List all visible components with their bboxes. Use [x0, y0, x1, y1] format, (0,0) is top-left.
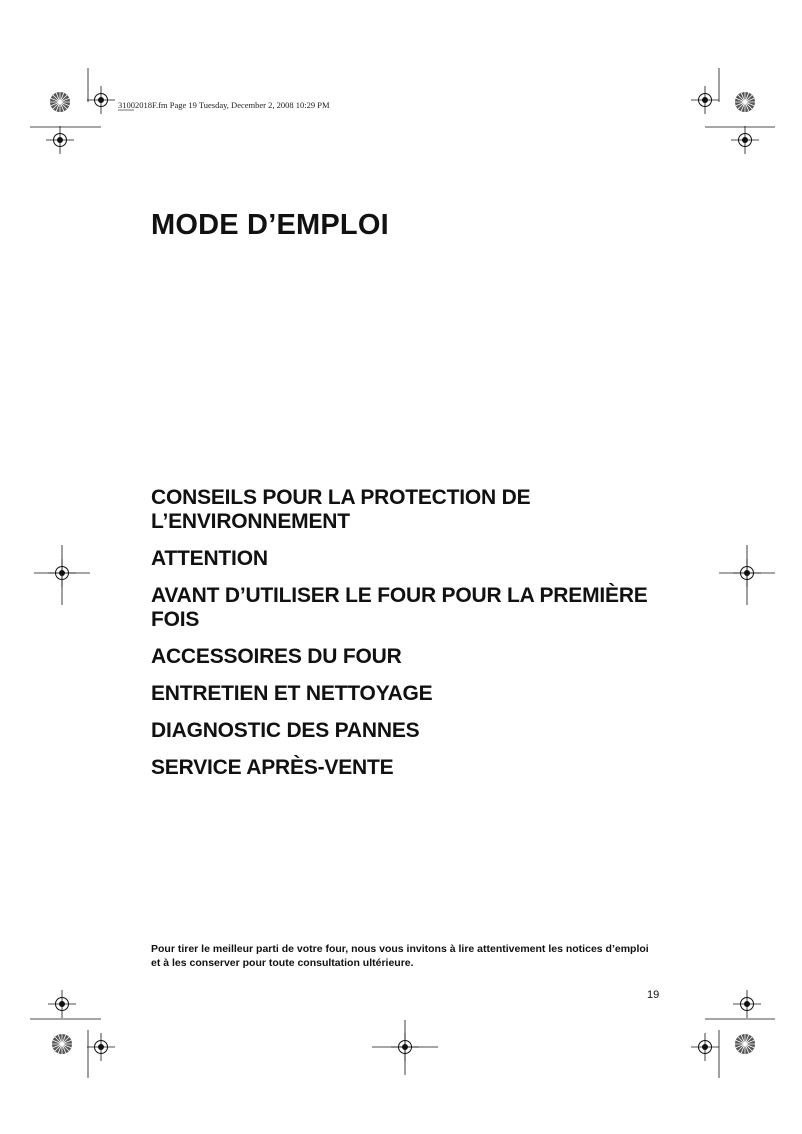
- registration-mark-icon: [731, 126, 759, 154]
- registration-mark-icon: [691, 1033, 719, 1061]
- toc-item-attention: ATTENTION: [151, 547, 268, 570]
- registration-mark-icon: [46, 126, 74, 154]
- toc-item-environment: CONSEILS POUR LA PROTECTION DE L’ENVIRONNEMENT: [151, 486, 531, 533]
- registration-mark-icon: [48, 990, 76, 1018]
- table-of-contents: [151, 486, 651, 793]
- registration-mark-icon: [87, 86, 115, 114]
- page-title: MODE D’EMPLOI: [151, 209, 389, 241]
- registration-mark-icon: [733, 990, 761, 1018]
- color-bar-star-icon: [50, 92, 70, 112]
- toc-item-first-use: AVANT D’UTILISER LE FOUR POUR LA PREMIÈRE FOIS: [151, 584, 648, 631]
- registration-mark-icon: [691, 86, 719, 114]
- toc-item-troubleshooting: DIAGNOSTIC DES PANNES: [151, 719, 420, 742]
- color-bar-star-icon: [735, 92, 755, 112]
- toc-item-accessories: ACCESSOIRES DU FOUR: [151, 645, 402, 668]
- print-file-info: 31002018F.fm Page 19 Tuesday, December 2, 2008 10:29 PM: [118, 100, 330, 110]
- toc-item-after-sales: SERVICE APRÈS-VENTE: [151, 756, 394, 779]
- page-number: 19: [647, 989, 660, 1001]
- toc-item-maintenance: ENTRETIEN ET NETTOYAGE: [151, 682, 433, 705]
- color-bar-star-icon: [52, 1034, 72, 1054]
- color-bar-star-icon: [735, 1034, 755, 1054]
- registration-mark-icon: [87, 1033, 115, 1061]
- usage-note: Pour tirer le meilleur parti de votre four, nous vous invitons à lire attentivement les notices d’emploi et à les conserver pour toute consultation ultérieure.: [151, 943, 649, 969]
